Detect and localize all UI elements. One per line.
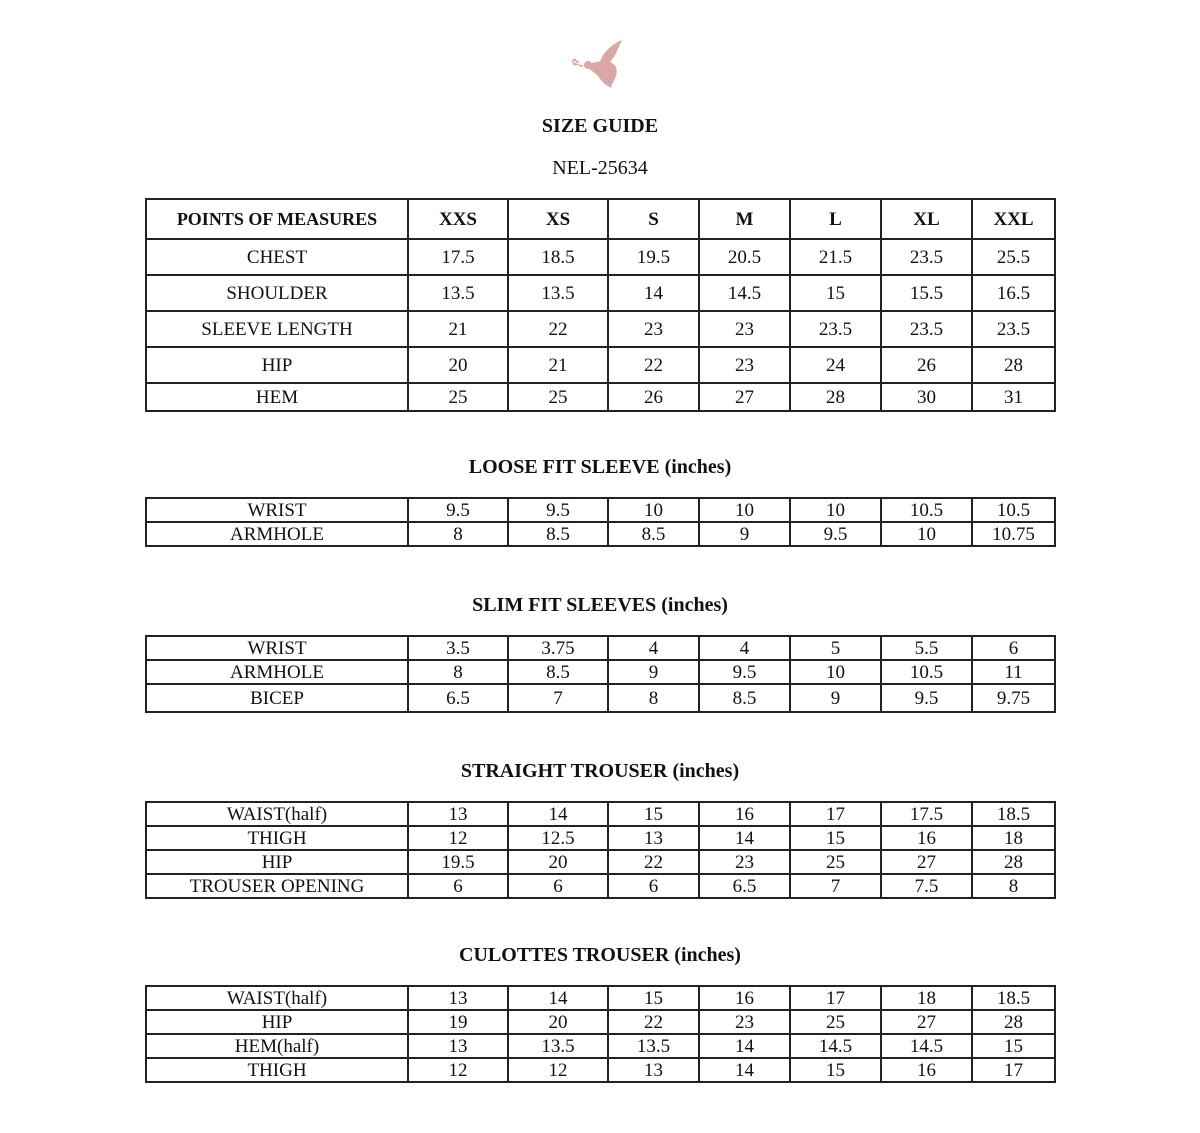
table-cell: 25: [790, 850, 881, 874]
table-cell: 8: [972, 874, 1055, 898]
table-row: [146, 850, 1055, 874]
table-cell: 15: [790, 826, 881, 850]
table-cell: 23.5: [972, 311, 1055, 347]
row-label: CHEST: [146, 239, 408, 275]
table-row: [146, 522, 1055, 546]
column-header: XXS: [408, 199, 508, 239]
row-label: SHOULDER: [146, 275, 408, 311]
table-cell: 8: [608, 684, 699, 712]
row-label: TROUSER OPENING: [146, 874, 408, 898]
table-cell: 12.5: [508, 826, 608, 850]
row-label: BICEP: [146, 684, 408, 712]
table-cell: 15: [972, 1034, 1055, 1058]
table-cell: 17.5: [881, 802, 972, 826]
table-cell: 7: [790, 874, 881, 898]
table-cell: 22: [608, 1010, 699, 1034]
table-cell: 9.5: [790, 522, 881, 546]
table-cell: 18.5: [508, 239, 608, 275]
table-cell: 17: [972, 1058, 1055, 1082]
section-title: SLIM FIT SLEEVES (inches): [472, 594, 728, 616]
table-cell: 23: [699, 1010, 790, 1034]
table-cell: 20: [408, 347, 508, 383]
row-label: WRIST: [146, 636, 408, 660]
column-header: POINTS OF MEASURES: [146, 199, 408, 239]
table-row: [146, 311, 1055, 347]
table-cell: 25: [790, 1010, 881, 1034]
table-cell: 19.5: [408, 850, 508, 874]
table-cell: 16.5: [972, 275, 1055, 311]
table-cell: 19.5: [608, 239, 699, 275]
table-cell: 7: [508, 684, 608, 712]
table-cell: 31: [972, 383, 1055, 411]
table-cell: 9.75: [972, 684, 1055, 712]
row-label: THIGH: [146, 826, 408, 850]
table-cell: 18: [881, 986, 972, 1010]
row-label: ARMHOLE: [146, 522, 408, 546]
table-cell: 9: [608, 660, 699, 684]
table-cell: 14: [699, 1034, 790, 1058]
table-cell: 20: [508, 850, 608, 874]
table-row: [146, 826, 1055, 850]
table-cell: 6: [508, 874, 608, 898]
table-cell: 25: [408, 383, 508, 411]
table-cell: 23.5: [881, 311, 972, 347]
table-cell: 14: [508, 986, 608, 1010]
table-header-row: [146, 199, 1055, 239]
table-row: [146, 239, 1055, 275]
table-row: [146, 1058, 1055, 1082]
table-cell: 27: [881, 850, 972, 874]
table-row: [146, 660, 1055, 684]
table-cell: 20: [508, 1010, 608, 1034]
row-label: HEM(half): [146, 1034, 408, 1058]
section-title: LOOSE FIT SLEEVE (inches): [468, 456, 732, 478]
table-cell: 9.5: [881, 684, 972, 712]
table-cell: 6: [408, 874, 508, 898]
table-cell: 6.5: [699, 874, 790, 898]
table-cell: 23: [699, 850, 790, 874]
table-cell: 10: [881, 522, 972, 546]
style-code: NEL-25634: [552, 157, 648, 179]
table-cell: 12: [508, 1058, 608, 1082]
table-cell: 16: [881, 1058, 972, 1082]
table-cell: 15: [790, 275, 881, 311]
table-cell: 28: [972, 347, 1055, 383]
table-cell: 13: [408, 1034, 508, 1058]
table-cell: 17.5: [408, 239, 508, 275]
column-header: M: [699, 199, 790, 239]
row-label: HIP: [146, 850, 408, 874]
table-cell: 8: [408, 522, 508, 546]
table-cell: 8.5: [608, 522, 699, 546]
table-cell: 26: [881, 347, 972, 383]
table-cell: 14: [699, 1058, 790, 1082]
table-cell: 9.5: [508, 498, 608, 522]
table-row: [146, 636, 1055, 660]
table-cell: 23: [699, 311, 790, 347]
table-cell: 3.75: [508, 636, 608, 660]
table-cell: 11: [972, 660, 1055, 684]
table-cell: 17: [790, 802, 881, 826]
table-cell: 6: [972, 636, 1055, 660]
table-row: [146, 802, 1055, 826]
table-cell: 20.5: [699, 239, 790, 275]
row-label: WRIST: [146, 498, 408, 522]
table-cell: 28: [972, 850, 1055, 874]
table-cell: 22: [608, 850, 699, 874]
table-cell: 10: [699, 498, 790, 522]
column-header: S: [608, 199, 699, 239]
table-cell: 3.5: [408, 636, 508, 660]
table-cell: 16: [699, 802, 790, 826]
table-cell: 25.5: [972, 239, 1055, 275]
table-cell: 18.5: [972, 802, 1055, 826]
table-cell: 13: [608, 826, 699, 850]
table-cell: 4: [608, 636, 699, 660]
table-cell: 15: [608, 986, 699, 1010]
table-cell: 28: [790, 383, 881, 411]
section-title: STRAIGHT TROUSER (inches): [460, 760, 740, 782]
row-label: THIGH: [146, 1058, 408, 1082]
table-cell: 14.5: [881, 1034, 972, 1058]
row-label: WAIST(half): [146, 802, 408, 826]
table-cell: 18: [972, 826, 1055, 850]
row-label: HEM: [146, 383, 408, 411]
table-cell: 23.5: [881, 239, 972, 275]
page-title: SIZE GUIDE: [541, 115, 659, 137]
column-header: L: [790, 199, 881, 239]
table-cell: 23.5: [790, 311, 881, 347]
table-cell: 13: [608, 1058, 699, 1082]
table-cell: 14: [699, 826, 790, 850]
column-header: XL: [881, 199, 972, 239]
table-row: [146, 874, 1055, 898]
table-cell: 22: [508, 311, 608, 347]
culottes-trouser-table: [145, 985, 1056, 1083]
table-cell: 18.5: [972, 986, 1055, 1010]
table-cell: 6.5: [408, 684, 508, 712]
table-cell: 10: [790, 498, 881, 522]
table-cell: 10: [790, 660, 881, 684]
table-cell: 9: [790, 684, 881, 712]
table-cell: 10.5: [881, 660, 972, 684]
table-row: [146, 383, 1055, 411]
table-cell: 13.5: [508, 275, 608, 311]
slim-fit-sleeves-table: [145, 635, 1056, 713]
table-cell: 10.75: [972, 522, 1055, 546]
table-cell: 16: [881, 826, 972, 850]
table-cell: 15: [790, 1058, 881, 1082]
table-cell: 8.5: [699, 684, 790, 712]
table-cell: 10: [608, 498, 699, 522]
table-row: [146, 1010, 1055, 1034]
row-label: WAIST(half): [146, 986, 408, 1010]
row-label: ARMHOLE: [146, 660, 408, 684]
table-cell: 21: [408, 311, 508, 347]
section-title: CULOTTES TROUSER (inches): [459, 944, 741, 966]
table-cell: 23: [699, 347, 790, 383]
table-cell: 14: [608, 275, 699, 311]
column-header: XXL: [972, 199, 1055, 239]
table-cell: 22: [608, 347, 699, 383]
table-row: [146, 684, 1055, 712]
row-label: SLEEVE LENGTH: [146, 311, 408, 347]
table-cell: 9.5: [699, 660, 790, 684]
table-cell: 5: [790, 636, 881, 660]
table-row: [146, 275, 1055, 311]
table-cell: 19: [408, 1010, 508, 1034]
table-cell: 26: [608, 383, 699, 411]
table-cell: 8: [408, 660, 508, 684]
table-cell: 13: [408, 802, 508, 826]
table-cell: 9.5: [408, 498, 508, 522]
loose-fit-sleeve-table: [145, 497, 1056, 547]
table-cell: 21.5: [790, 239, 881, 275]
table-cell: 15: [608, 802, 699, 826]
table-cell: 21: [508, 347, 608, 383]
table-row: [146, 498, 1055, 522]
table-row: [146, 986, 1055, 1010]
main-size-table: [145, 198, 1056, 412]
column-header: XS: [508, 199, 608, 239]
table-cell: 15.5: [881, 275, 972, 311]
straight-trouser-table: [145, 801, 1056, 899]
table-cell: 6: [608, 874, 699, 898]
table-cell: 5.5: [881, 636, 972, 660]
table-cell: 8.5: [508, 660, 608, 684]
table-cell: 12: [408, 1058, 508, 1082]
table-cell: 14.5: [790, 1034, 881, 1058]
table-cell: 27: [699, 383, 790, 411]
table-cell: 4: [699, 636, 790, 660]
table-cell: 7.5: [881, 874, 972, 898]
table-cell: 10.5: [881, 498, 972, 522]
table-cell: 25: [508, 383, 608, 411]
table-cell: 13: [408, 986, 508, 1010]
table-cell: 24: [790, 347, 881, 383]
table-cell: 13.5: [608, 1034, 699, 1058]
table-cell: 27: [881, 1010, 972, 1034]
table-cell: 8.5: [508, 522, 608, 546]
table-cell: 10.5: [972, 498, 1055, 522]
table-cell: 13.5: [408, 275, 508, 311]
table-cell: 9: [699, 522, 790, 546]
table-cell: 17: [790, 986, 881, 1010]
dove-icon: [570, 38, 630, 90]
table-cell: 12: [408, 826, 508, 850]
table-cell: 23: [608, 311, 699, 347]
table-row: [146, 1034, 1055, 1058]
table-cell: 16: [699, 986, 790, 1010]
table-cell: 30: [881, 383, 972, 411]
table-cell: 14: [508, 802, 608, 826]
table-row: [146, 347, 1055, 383]
row-label: HIP: [146, 347, 408, 383]
table-cell: 13.5: [508, 1034, 608, 1058]
row-label: HIP: [146, 1010, 408, 1034]
table-cell: 14.5: [699, 275, 790, 311]
table-cell: 28: [972, 1010, 1055, 1034]
